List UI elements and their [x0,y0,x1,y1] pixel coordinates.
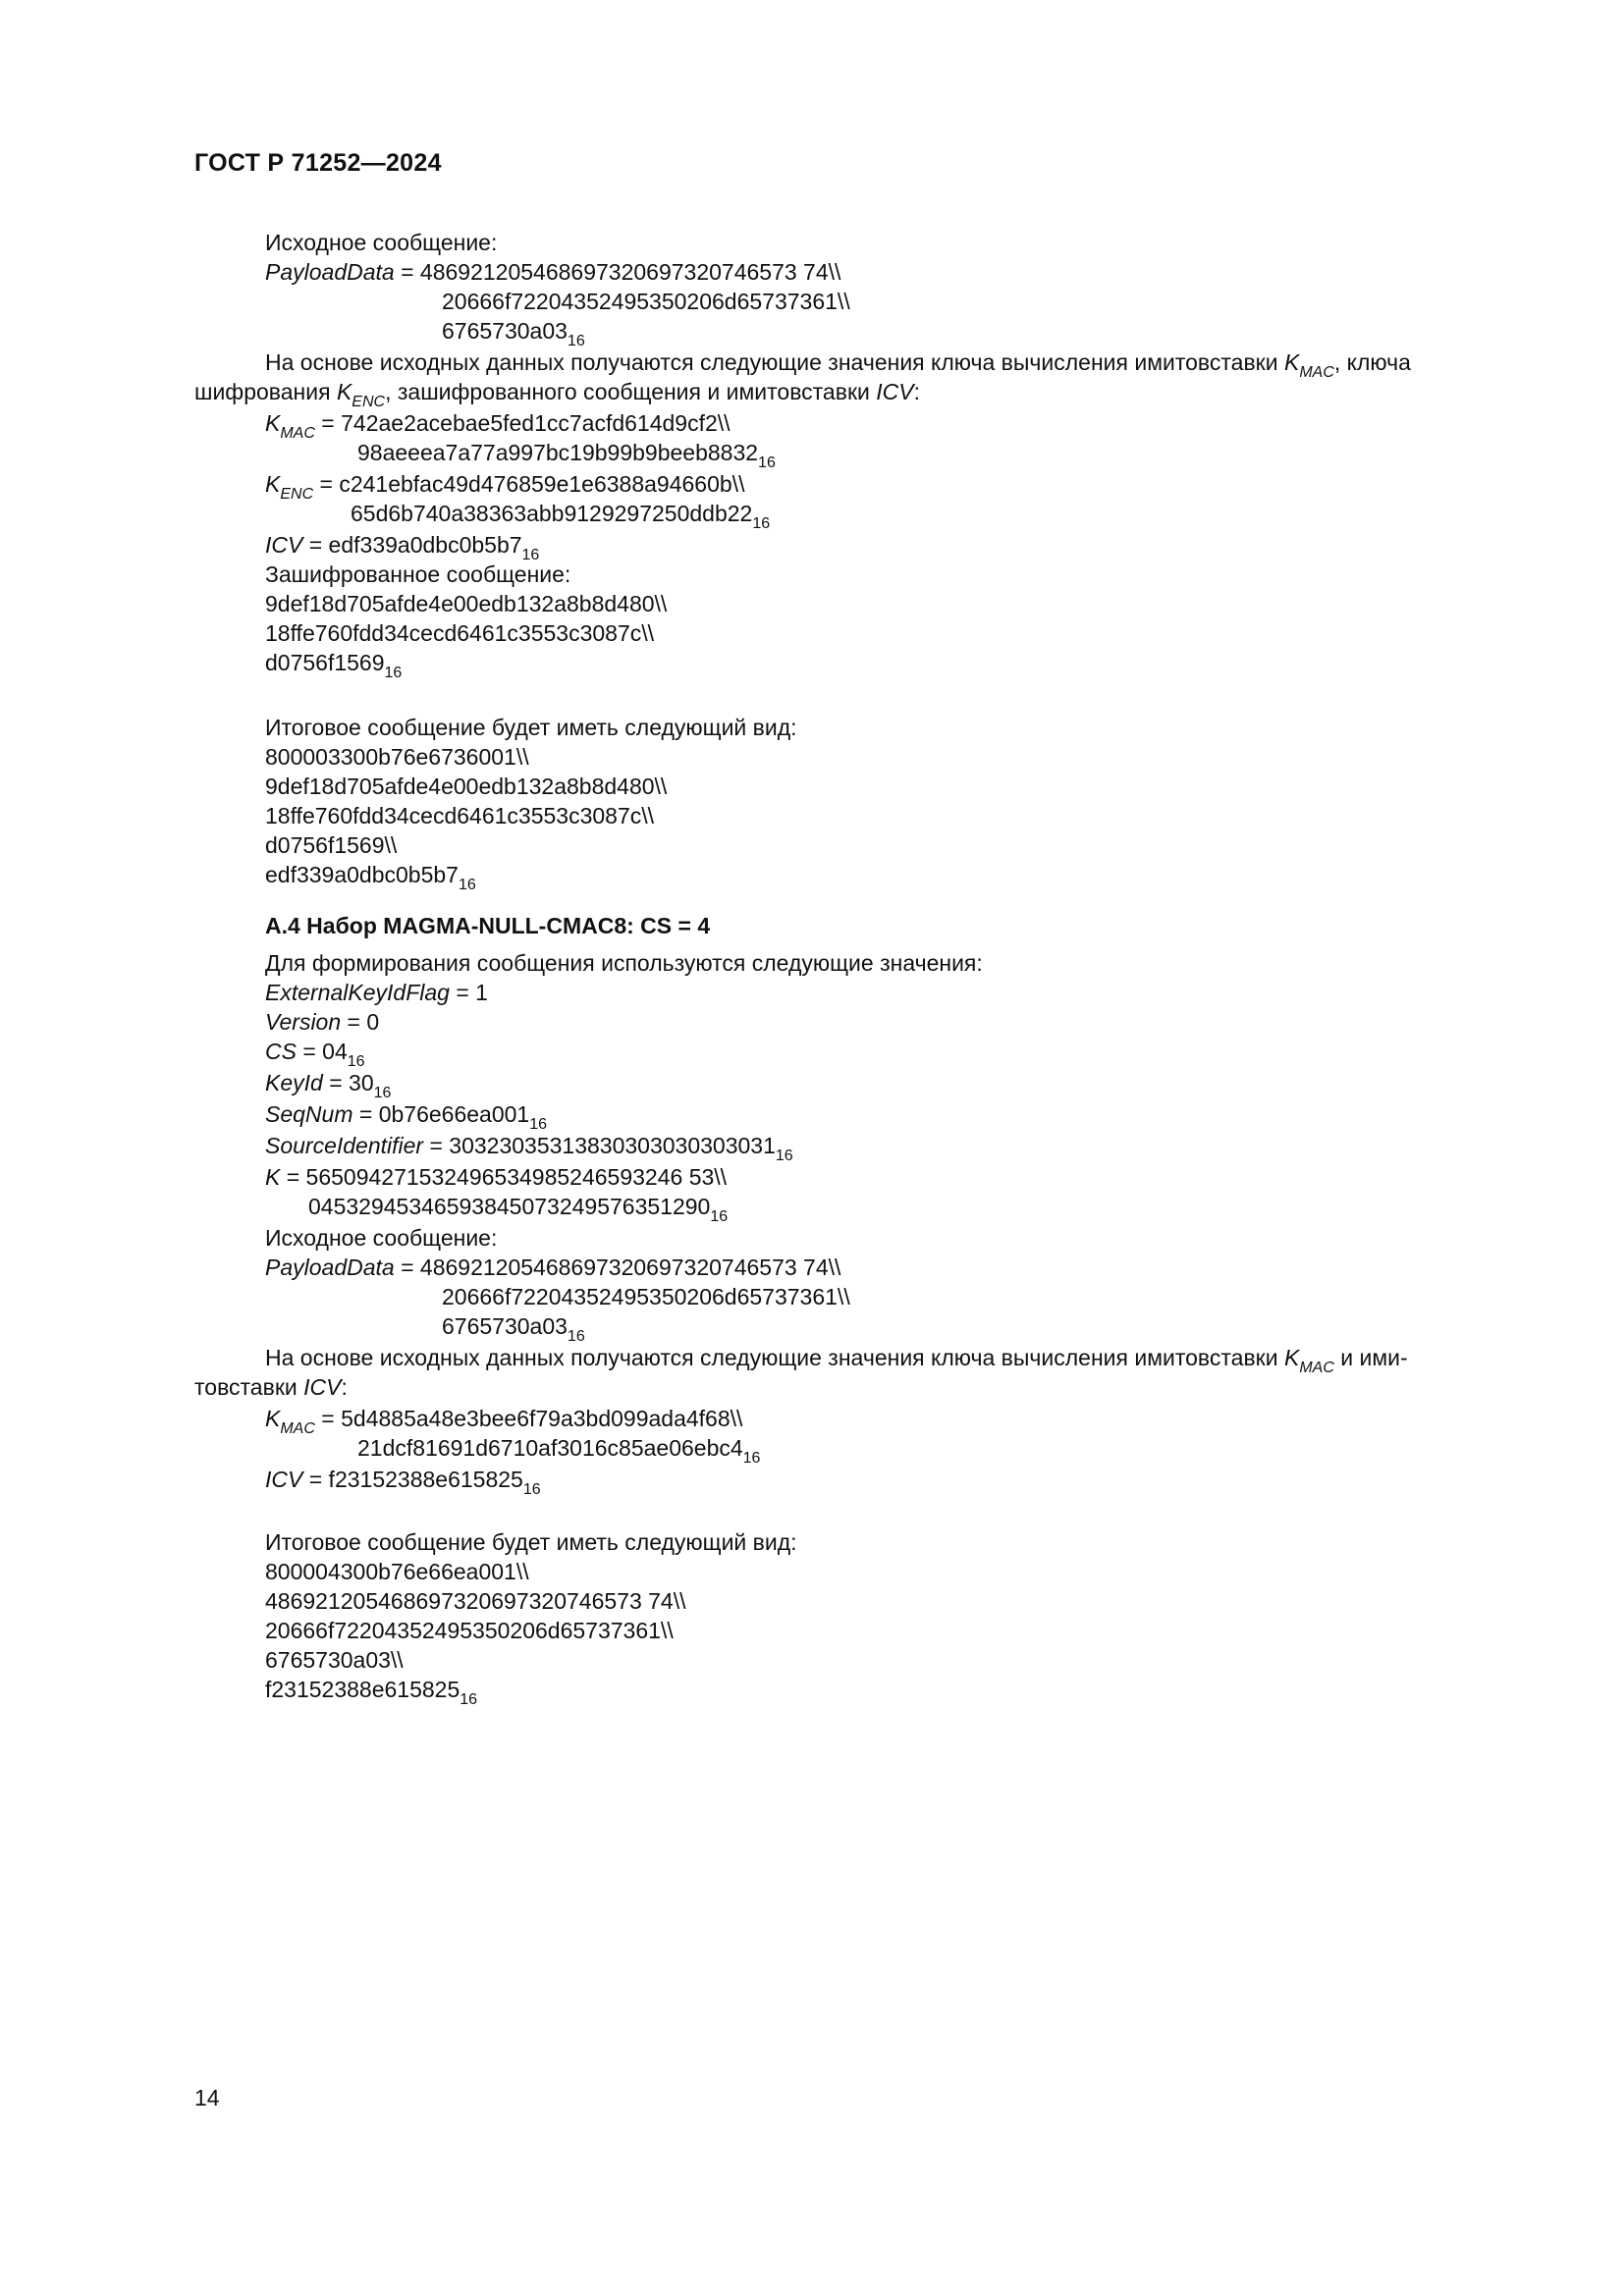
encrypted-label: Зашифрованное сообщение: [265,561,571,587]
cs-value: = 04 [296,1039,348,1064]
final-line-5 [265,860,476,900]
intro2-text-a: На основе исходных данных получаются следующие значения ключа вычисления имитовставки [265,1345,1284,1370]
seqnum-value: = 0b76e66ea001 [352,1101,530,1127]
final-line-2: 9def18d705afde4e00edb132a8b8d480\\ [265,774,668,799]
kmac-value-1: = 742ae2acebae5fed1cc7acfd614d9cf2\\ [314,410,731,436]
payload2-line-1 [265,1253,840,1282]
icv-name: ICV [265,532,303,558]
hex-subscript: 16 [384,665,403,681]
k-line-1 [265,1162,727,1192]
final2-line-1: 800004300b76e66ea001\\ [265,1559,529,1584]
hex-subscript: 16 [521,547,540,563]
final2-line-4: 6765730a03\\ [265,1647,404,1673]
kmac-value-2: 98aeeea7a77a997bc19b99b9beeb8832 [357,440,759,465]
icv2-line [265,1465,541,1505]
hex-subscript: 16 [710,1208,729,1225]
mac-subscript: MAC [1299,1360,1334,1376]
hex-subscript: 16 [460,1691,478,1708]
mac-subscript: MAC [280,1420,315,1437]
intro2-text-d: : [341,1374,348,1400]
final-value-5: edf339a0dbc0b5b7 [265,862,459,887]
source-identifier-value: = 30323035313830303030303031 [423,1133,776,1158]
encrypted-value-3: d0756f1569 [265,650,385,675]
keyid-name: KeyId [265,1070,323,1095]
final-message-label-2: Итоговое сообщение будет иметь следующий вид: [265,1529,797,1555]
final2-line-2: 486921205468697320697320746573 74\\ [265,1588,686,1614]
mac-subscript: MAC [1299,364,1334,381]
ekf-line [265,978,488,1007]
k-value-2: 04532945346593845073249576351290 [308,1194,711,1219]
k-letter: K [1283,1345,1300,1370]
final2-line-5 [265,1675,477,1715]
enc-subscript: ENC [352,394,386,410]
ekf-value: = 1 [449,980,488,1005]
hex-subscript: 16 [567,1328,585,1345]
document-header: ГОСТ Р 71252—2024 [194,149,442,177]
k-letter: K [265,410,281,436]
intro-text-a: На основе исходных данных получаются следующие значения ключа вычисления имитовставки [265,349,1284,375]
kenc-value-2: 65d6b740a38363abb9129297250ddb22 [351,501,753,526]
payload-eq: = [394,259,420,285]
ekf-name: ExternalKeyIdFlag [265,980,450,1005]
kenc-value-1: = c241ebfac49d476859e1e6388a94660b\\ [313,471,745,497]
payload2-value-1: = 486921205468697320697320746573 74\\ [394,1255,841,1280]
source-identifier-name: SourceIdentifier [265,1133,424,1158]
keyid-value: = 30 [322,1070,374,1095]
seqnum-name: SeqNum [265,1101,353,1127]
section-intro: Для формирования сообщения используются следующие значения: [265,950,983,976]
cs-name: CS [265,1039,297,1064]
encrypted-line-1: 9def18d705afde4e00edb132a8b8d480\\ [265,591,668,616]
icv2-value: = f23152388e615825 [302,1467,523,1492]
intro2-text-b: и ими- [1333,1345,1408,1370]
source-message-label-2: Исходное сообщение: [265,1225,498,1251]
version-name: Version [265,1009,342,1035]
hex-subscript: 16 [522,1481,541,1498]
k-name: K [265,1164,281,1190]
payload2-value-3: 6765730a03 [442,1313,568,1339]
payload-value-1: 486921205468697320697320746573 74\\ [419,259,841,285]
hex-subscript: 16 [742,1450,761,1467]
payload2-name: PayloadData [265,1255,395,1280]
final-line-4: d0756f1569\\ [265,832,398,858]
hex-subscript: 16 [373,1085,392,1101]
payload-value-3: 6765730a03 [442,318,568,344]
payload-line-2: 20666f72204352495350206d65737361\\ [442,289,850,314]
intro2-text-c: товставки [194,1374,304,1400]
hex-subscript: 16 [529,1116,547,1133]
final-message-label: Итоговое сообщение будет иметь следующий вид: [265,715,797,740]
k-letter: K [265,471,281,497]
final2-line-3: 20666f72204352495350206d65737361\\ [265,1618,674,1643]
payload2-line-2: 20666f72204352495350206d65737361\\ [442,1284,850,1309]
icv-name: ICV [303,1374,342,1400]
hex-subscript: 16 [347,1053,365,1070]
hex-subscript: 16 [758,454,776,471]
hex-subscript: 16 [752,515,771,532]
intro-text-d: , зашифрованного сообщения и имитовставки [385,379,877,404]
intro2-line-1 [265,1343,1408,1383]
kmac2-value-1: = 5d4885a48e3bee6f79a3bd099ada4f68\\ [314,1406,743,1431]
icv-value: = edf339a0dbc0b5b7 [302,532,522,558]
k-letter: K [336,379,352,404]
intro-text-e: : [913,379,920,404]
final2-value-5: f23152388e615825 [265,1677,460,1702]
intro2-line-2 [194,1372,348,1402]
version-value: = 0 [341,1009,380,1035]
k-letter: K [1283,349,1300,375]
final-line-1: 800003300b76e6736001\\ [265,744,529,770]
kmac2-value-2: 21dcf81691d6710af3016c85ae06ebc4 [357,1435,743,1461]
icv-name: ICV [265,1467,303,1492]
page-number: 14 [194,2085,220,2110]
final-line-3: 18ffe760fdd34cecd6461c3553c3087c\\ [265,803,655,828]
version-line [265,1007,379,1037]
mac-subscript: MAC [280,425,315,442]
k-letter: K [265,1406,281,1431]
enc-subscript: ENC [280,486,314,503]
hex-subscript: 16 [775,1148,793,1164]
encrypted-line-2: 18ffe760fdd34cecd6461c3553c3087c\\ [265,620,655,646]
encrypted-line-3 [265,648,402,688]
source-message-label: Исходное сообщение: [265,230,498,255]
payload-line-1 [265,257,840,287]
section-title: А.4 Набор MAGMA-NULL-CMAC8: CS = 4 [265,913,711,938]
intro-text-c: шифрования [194,379,337,404]
payload-name: PayloadData [265,259,395,285]
hex-subscript: 16 [567,333,585,349]
intro-text-b: , ключа [1333,349,1411,375]
icv-name: ICV [876,379,914,404]
hex-subscript: 16 [458,877,476,893]
k-value-1: = 565094271532496534985246593246 53\\ [280,1164,728,1190]
